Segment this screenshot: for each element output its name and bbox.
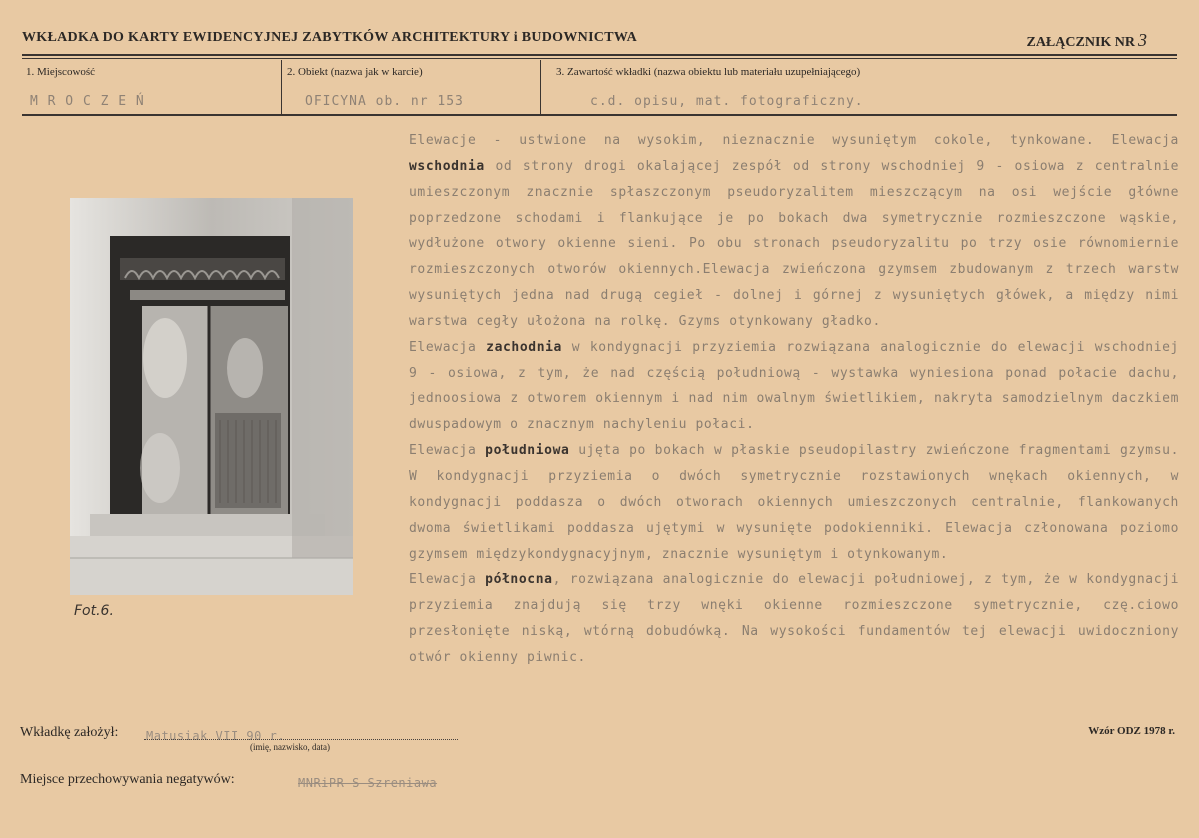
top-rule-thin [22, 58, 1177, 59]
north-elevation-paragraph [409, 567, 1179, 670]
place-value: M R O C Z E Ń [30, 94, 145, 109]
column-divider-2 [540, 60, 541, 114]
header-bottom-rule [22, 114, 1177, 116]
object-label: 2. Obiekt (nazwa jak w karcie) [287, 66, 423, 78]
south-elevation-text: ujęta po bokach w płaskie pseudopilastry zwieńczone fragmentami gzymsu. W kondygnacji przyziemia o dwóch symetrycznie rozstawionych wnękach okiennych, w kondygnacji poddasza o dwóch otworach okiennych umieszczonych centralnie, flankowanych dwoma świetlikami poddasza ujętymi w wysunięte podokienniki. Elewacja członowana poziomo gzymsem międzykondygnacyjnym, znacznie wysuniętym i otynkowanym. [409, 443, 1179, 562]
door-photograph [70, 198, 353, 595]
west-elevation-text: w kondygnacji przyziemia rozwiązana analogicznie do elewacji wschodniej 9 - osiowa, z tym, że nad częścią południową - wystawka wyniesiona ponad połacie dachu, jednoosiowa z otworem okiennym i nad nim owalnym świetlikiem, nakryta samodzielnym daczkiem dwuspadowym o znacznym nachyleniu połaci. [409, 339, 1179, 433]
annex-label: ZAŁĄCZNIK NR [1026, 35, 1135, 50]
object-value: OFICYNA ob. nr 153 [305, 94, 464, 109]
place-label: 1. Miejscowość [26, 66, 96, 78]
west-elevation-label: Elewacja [409, 339, 477, 355]
west-elevation-keyword: zachodnia [486, 339, 562, 355]
negatives-label: Miejsce przechowywania negatywów: [20, 772, 235, 787]
author-dotted-line [144, 739, 458, 740]
north-elevation-keyword: północna [485, 572, 553, 588]
negatives-value: MNRiPR-S Szreniawa [298, 776, 438, 790]
south-elevation-keyword: południowa [485, 443, 570, 459]
author-field-note: (imię, nazwisko, data) [250, 742, 330, 752]
card-title: WKŁADKA DO KARTY EWIDENCYJNEJ ZABYTKÓW ARCHITEKTURY i BUDOWNICTWA [22, 30, 638, 45]
author-value: Matusiak VII 90 r. [146, 729, 286, 743]
east-elevation-label: Elewacja [1111, 133, 1179, 148]
form-model: Wzór ODZ 1978 r. [1088, 725, 1175, 737]
west-elevation-paragraph [409, 335, 1179, 438]
annex-number [1026, 30, 1147, 51]
photo-caption: Fot.6. [74, 603, 114, 619]
north-elevation-text: , rozwiązana analogicznie do elewacji południowej, z tym, że w kondygnacji przyziemia znajdują się trzy wnęki okienne rozmieszczone symetrycznie, czę.ciowo przesłonięte niską, wtórną dobudówką. Na wysokości fundamentów tej elewacji uwidoczniony otwór okienny piwnic. [409, 572, 1179, 665]
column-divider-1 [281, 60, 282, 114]
content-label: 3. Zawartość wkładki (nazwa obiektu lub materiału uzupełniającego) [556, 66, 861, 78]
annex-handwritten-number: 3 [1138, 30, 1147, 50]
east-elevation-paragraph [409, 128, 1179, 335]
author-label: Wkładkę założył: [20, 725, 119, 740]
south-elevation-paragraph [409, 438, 1179, 567]
elevations-intro: Elewacje - ustwione na wysokim, nieznacznie wysuniętym cokole, tynkowane. [409, 133, 1095, 148]
description-text [409, 128, 1179, 671]
content-value: c.d. opisu, mat. fotograficzny. [590, 94, 864, 109]
east-elevation-text: od strony drogi okalającej zespół od strony wschodniej 9 - osiowa z centralnie umieszczonym znacznie spłaszczonym pseudoryzalitem mieszczącym na osi wejście główne poprzedzone schodami i flankujące je po bokach dwa symetrycznie rozmieszczone wąskie, wydłużone otwory okienne sieni. Po obu stronach pseudoryzalitu po trzy osie równomiernie rozmieszczonych otworów okiennych.Elewacja zwieńczona gzymsem zbudowanym z trzech warstw wysuniętych jedna nad drugą cegieł - dolnej i górnej z wysuniętych główek, a między nimi warstwa cegły ułożona na rolkę. Gzyms otynkowany gładko. [409, 158, 1179, 329]
top-rule [22, 54, 1177, 56]
east-elevation-keyword: wschodnia [409, 158, 485, 174]
north-elevation-label: Elewacja [409, 572, 477, 588]
south-elevation-label: Elewacja [409, 443, 477, 459]
